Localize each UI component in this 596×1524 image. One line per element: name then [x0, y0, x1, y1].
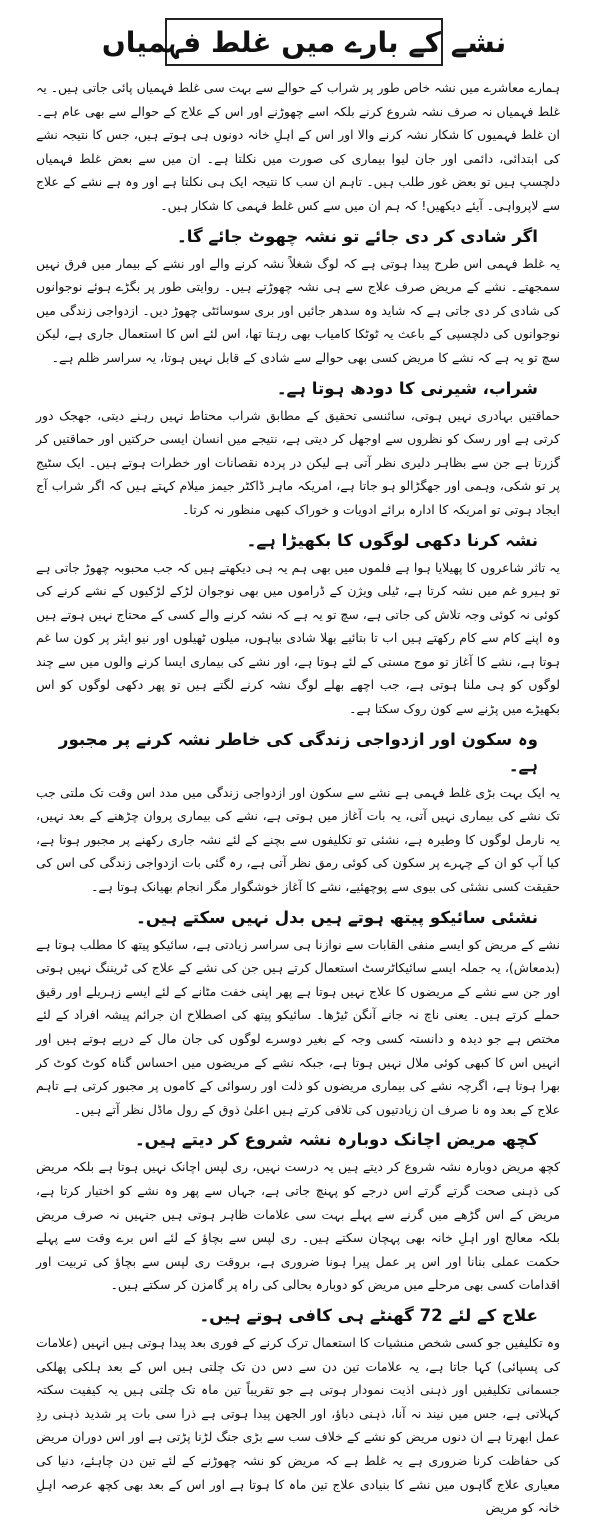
section-heading-relapse: کچھ مریض اچانک دوبارہ نشہ شروع کر دیتے ہیں۔	[134, 1130, 538, 1150]
section-body-72-hours: وہ تکلیفیں جو کسی شخص منشیات کا استعمال ترک کرنے کے فوری بعد پیدا ہوتی ہیں انہیں (علامات کی پسپائی) کہا جاتا ہے، یہ علامات تین دن سے دس دن تک چلتی ہیں اس کے بعد ہلکی پھلکی جسمانی تکلیفیں اور ذہنی اذیت نمودار ہوتی ہے جو تقریباً تین ماہ تک چلتی ہیں یہ کیفیت سکتہ کہلاتی ہے، جس میں نیند نہ آنا، ذہنی دباؤ، اور الجھن پیدا ہوتی ہے ذرا سی بات پر شدید ذہنی ردِ عمل ابھرتا ہے ان دنوں مریض کو نشے کے خلاف سب سے بڑی جنگ لڑنا پڑتی ہے اور اس دوران مریض کی حفاظت کرنا ضروری ہے یہ غلط ہے کہ مریض کو نشہ چھوڑنے کے لئے تین دن چاہئے، دنیا کی معیاری علاج گاہوں میں نشے کا بنیادی علاج تین ماہ کا ہوتا ہے اور اس کے بعد بھی کچھ عرصہ اہلِ خانہ کو مریض	[36, 1334, 560, 1516]
section-heading-marriage: اگر شادی کر دی جائے تو نشہ چھوٹ جائے گا۔	[177, 226, 538, 246]
section-heading-72-hours: علاج کے لئے 72 گھنٹے ہی کافی ہوتے ہیں۔	[199, 1305, 538, 1325]
section-heading-peace: وہ سکون اور ازدواجی زندگی کی خاطر نشہ کرنے پر مجبور ہے۔	[58, 729, 538, 775]
section-body-peace: یہ ایک بہت بڑی غلط فہمی ہے نشے سے سکون اور ازدواجی زندگی میں مدد اس وقت تک ملتی جب تک نشے کی بیماری نہیں آتی، یہ بات آغاز میں ہوتی ہے، نشے کی بیماری پروان چڑھنے کے بعد نہیں، یہ نارمل لوگوں کا وطیرہ ہے، نشئی تو تکلیفوں سے بچنے کے لئے نشہ جاری رکھنے پر مجبور ہوتا ہے، کیا آپ کو ان کے چہرے پر سکون کی کوئی رمق نظر آتی ہے، رہ گئی بات ازدواجی زندگی کی اس کی حقیقت کسی نشئی کی بیوی سے پوچھئیے، نشے کا آغاز خوشگوار مگر انجام بھیانک ہوتا ہے۔	[36, 784, 560, 895]
section-body-relapse: کچھ مریض دوبارہ نشہ شروع کر دیتے ہیں یہ درست نہیں، ری لپس اچانک نہیں ہوتا ہے بلکہ مریض کی ذہنی صحت گرتے گرتے اس درجے کو پہنچ جاتی ہے، جہاں سے پھر وہ نشے کو اختیار کرتا ہے، مریض کے اس گڑھے میں گرنے سے پہلے بہت سی علامات ظاہر ہوتی ہیں جنہیں نہ صرف مریض بلکہ معالج اور اہلِ خانہ بھی پہچان سکتے ہیں۔ ری لپس سے بچاؤ کے لئے اس برے وقت سے پہلے حکمت عملی بنانا اور اس پر عمل پیرا ہونا ضروری ہے، بروقت ری لپس سے بچاؤ کی تربیت اور اقدامات کسی بھی مرحلے میں مریض کو دوبارہ بحالی کی راہ پر گامزن کر سکتے ہیں۔	[36, 1159, 560, 1293]
section-body-marriage: یہ غلط فہمی اس طرح پیدا ہوتی ہے کہ لوگ شغلاً نشہ کرنے والے اور نشے کے بیمار میں فرق نہیں سمجھتے۔ نشے کے مریض صرف علاج سے ہی نشہ چھوڑتے ہیں۔ روایتی طور پر بگڑے ہوئے نوجوانوں کی شادی کر دی جاتی ہے کہ شاید وہ سدھر جائیں اور بری سوسائٹی چھوڑ دیں۔ ازدواجی زندگی میں نوجوانوں کی دلچسپی کے باعث یہ ٹوٹکا کامیاب بھی رہتا تھا، اس لئے اس کا استعمال جاری ہے، لیکن سچ تو یہ ہے کہ نشے کا مریض کسی بھی حوالے سے شادی کے قابل نہیں ہوتا، یہ سراسر ظلم ہے۔	[36, 255, 560, 365]
title-box	[101, 18, 507, 66]
intro-paragraph: ہمارے معاشرے میں نشہ خاص طور پر شراب کے حوالے سے بہت سی غلط فہمیاں پائی جاتی ہیں۔ یہ غلط فہمیاں نہ صرف نشہ شروع کرنے بلکہ اسے چھوڑنے اور اس کے علاج کے حوالے سے بھی عام ہے۔ ان غلط فہمیوں کا شکار نشہ کرنے والا اور اس کے اہلِ خانہ دونوں ہی ہوتے ہیں، جس کا نتیجہ نشے کی ابتدائی، دائمی اور جان لیوا بیماری کی صورت میں نکلتا ہے۔ ان میں سے بعض غلط فہمیاں دلچسپ ہیں تو بعض غور طلب ہیں۔ تاہم ان سب کا نتیجہ ایک ہی نکلتا ہے اور وہ ہے نشے کے علاج سے لاپرواہی۔ آیئے دیکھیں! کہ ہم ان میں سے کس غلط فہمی کا شکار ہیں۔	[36, 80, 560, 213]
section-heading-alcohol: شراب، شیرنی کا دودھ ہوتا ہے۔	[276, 378, 538, 398]
section-body-sad-people: یہ تاثر شاعروں کا پھیلایا ہوا ہے فلموں میں بھی ہم یہ ہی دیکھتے ہیں کہ جب محبوبہ چھوڑ جاتی ہے تو ہیرو غم میں نشہ کرتا ہے، ٹیلی ویژن کے ڈراموں میں بھی نوجوان لڑکے لڑکیوں کے نشے کرنے کی کوئی نہ کوئی وجہ تلاش کی جاتی ہے، سچ تو یہ ہے کہ نشہ کرنے والے کسی کے محتاج نہیں ہوتے ہیں وہ اپنے کام سے کام رکھتے ہیں اب تا بتائیے بھلا شادی بیاہوں، میلوں ٹھیلوں اور نیو ایئر پر کون سا غم ہوتا ہے، نشے کا آغاز تو موج مستی کے لئے ہوتا ہے، اور نشے کی بیماری ایسا کرنے والوں میں سے چند لوگوں کو ہی ملنا ہوتی ہے، جب اچھے بھلے لوگ نشہ کرنے لگتے ہیں تو پھر دکھی لوگوں کو اس بکھیڑے میں پڑنے سے کون روک سکتا ہے۔	[36, 559, 560, 717]
section-heading-psychopath: نشئی سائیکو پیتھ ہوتے ہیں بدل نہیں سکتے ہیں۔	[136, 907, 538, 927]
article-body	[36, 76, 560, 1524]
section-body-alcohol: حماقتیں بہادری نہیں ہوتی، سائنسی تحقیق کے مطابق شراب محتاط نہیں رہنے دیتی، جھجک دور کرتی ہے اور رسک کو نظروں سے اوجھل کر دیتی ہے، نتیجے میں انسان ایسی حرکتیں اور حماقتیں کر گزرتا ہے جن سے بظاہر دلیری نظر آتی ہے لیکن در پردہ نقصانات اور خطرات ہوتے ہیں۔ ایک سٹیج پر تو شکی، وہمی اور جھگڑالو ہو جاتا ہے، امریکہ ماہر ڈاکٹر جیمز میلام کہتے ہیں کہ اگر شراب آج ایجاد ہوتی تو امریکہ کا ادارہ برائے ادویات و خوراک کبھی منظور نہ کرتا۔	[36, 407, 560, 517]
page-title: نشے کے بارے میں غلط فہمیاں	[101, 25, 507, 59]
section-heading-sad-people: نشہ کرنا دکھی لوگوں کا بکھیڑا ہے۔	[246, 530, 538, 550]
section-body-psychopath: نشے کے مریض کو ایسے منفی القابات سے نوازنا ہی سراسر زیادتی ہے، سائیکو پیتھ کا مطلب ہوتا ہے (بدمعاش)، یہ جملہ ایسے سائیکاٹرسٹ استعمال کرتے ہیں جن کی نشے کے علاج کی ٹریننگ نہیں ہوتی اور جن سے نشے کے مریضوں کا علاج نہیں ہوتا ہے پھر اپنی خفت مٹانے کے لئے ایسے زہریلے اور رقیق حملے کرتے ہیں۔ یعنی ناچ نہ جانے آنگن ٹیڑھا۔ سائیکو پیتھ کی اصطلاح ان جرائم پیشہ افراد کے لئے مختص ہے جو دیدہ و دانستہ کسی وجہ کے بغیر دوسرے لوگوں کی جان مال کے درپے ہوتے ہیں اور انہیں اس کا کبھی کوئی ملال نہیں ہوتا ہے، جبکہ نشے کے مریضوں میں احساس گناہ کوٹ کوٹ کر بھرا ہوتا ہے، اگرچہ نشے کی بیماری مریضوں کو ذلت اور رسوائی کے کاموں پر مجبور کرتی ہے تاہم علاج کے بعد وہ نا صرف ان زیادتیوں کی تلافی کرتے ہیں اعلیٰ ذوق کے رول ماڈل نظر آتے ہیں۔	[36, 936, 560, 1117]
